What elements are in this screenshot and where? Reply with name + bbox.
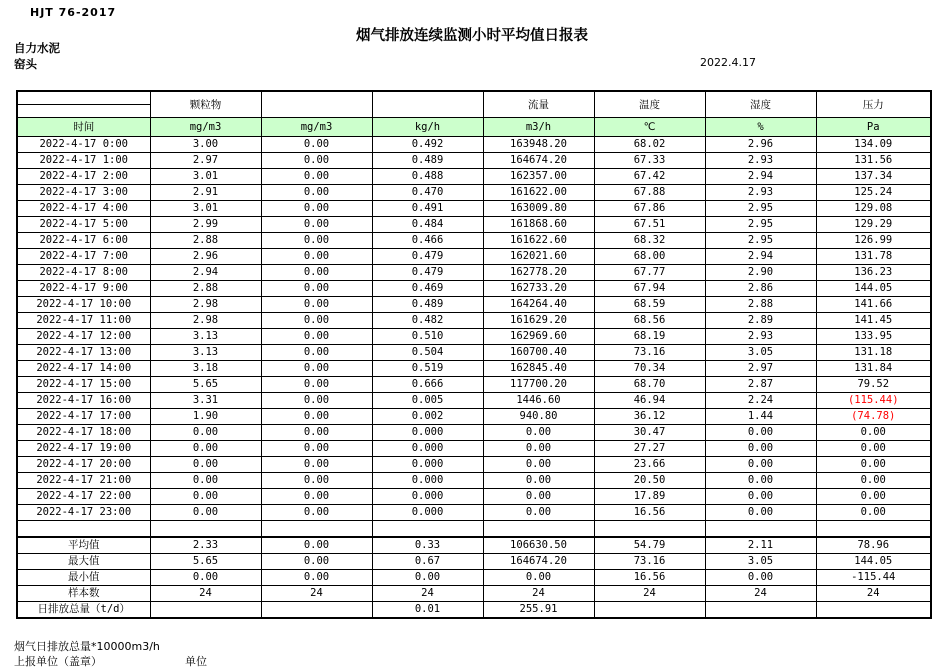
- table-row: [17, 329, 931, 345]
- value-cell: 0.000: [372, 489, 483, 505]
- row-label-cell: 2022-4-17 6:00: [17, 233, 150, 249]
- table-row: [17, 201, 931, 217]
- value-cell: 0.00: [705, 489, 816, 505]
- row-label-cell: 最大值: [17, 554, 150, 570]
- value-cell: 0.00: [150, 473, 261, 489]
- value-cell: 24: [705, 586, 816, 602]
- value-cell: (115.44): [816, 393, 931, 409]
- value-cell: 0.00: [261, 137, 372, 153]
- value-cell: 0.00: [483, 505, 594, 521]
- value-cell: 46.94: [594, 393, 705, 409]
- value-cell: 0.000: [372, 441, 483, 457]
- value-cell: 2.96: [705, 137, 816, 153]
- standard-code: HJT 76-2017: [30, 6, 117, 19]
- value-cell: 125.24: [816, 185, 931, 201]
- value-cell: [261, 602, 372, 619]
- value-cell: 0.488: [372, 169, 483, 185]
- value-cell: 0.00: [816, 489, 931, 505]
- value-cell: 0.000: [372, 457, 483, 473]
- value-cell: 3.05: [705, 345, 816, 361]
- value-cell: 0.00: [705, 570, 816, 586]
- value-cell: 0.00: [816, 505, 931, 521]
- row-label-cell: 最小值: [17, 570, 150, 586]
- value-cell: 0.00: [261, 169, 372, 185]
- row-label-cell: 2022-4-17 22:00: [17, 489, 150, 505]
- row-label-cell: 2022-4-17 16:00: [17, 393, 150, 409]
- value-cell: 0.00: [816, 457, 931, 473]
- value-cell: 131.84: [816, 361, 931, 377]
- unit-mgm3-2: mg/m3: [261, 118, 372, 137]
- value-cell: 129.08: [816, 201, 931, 217]
- value-cell: 0.005: [372, 393, 483, 409]
- value-cell: 117700.20: [483, 377, 594, 393]
- value-cell: 73.16: [594, 345, 705, 361]
- value-cell: 2.93: [705, 153, 816, 169]
- row-label-cell: [17, 521, 150, 538]
- row-label-cell: 2022-4-17 12:00: [17, 329, 150, 345]
- table-row: [17, 377, 931, 393]
- value-cell: 0.00: [483, 570, 594, 586]
- value-cell: 0.00: [261, 329, 372, 345]
- value-cell: 78.96: [816, 537, 931, 554]
- value-cell: 30.47: [594, 425, 705, 441]
- value-cell: 160700.40: [483, 345, 594, 361]
- unit-pa: Pa: [816, 118, 931, 137]
- value-cell: 20.50: [594, 473, 705, 489]
- row-label-cell: 样本数: [17, 586, 150, 602]
- table-row: [17, 137, 931, 153]
- value-cell: 0.666: [372, 377, 483, 393]
- value-cell: 24: [816, 586, 931, 602]
- table-row: [17, 265, 931, 281]
- value-cell: 2.88: [150, 233, 261, 249]
- table-row: [17, 425, 931, 441]
- table-row: [17, 297, 931, 313]
- table-row: [17, 489, 931, 505]
- row-label-cell: 2022-4-17 21:00: [17, 473, 150, 489]
- value-cell: 24: [150, 586, 261, 602]
- value-cell: 2.24: [705, 393, 816, 409]
- value-cell: 0.01: [372, 602, 483, 619]
- value-cell: 161622.60: [483, 233, 594, 249]
- table-row: [17, 473, 931, 489]
- value-cell: 164264.40: [483, 297, 594, 313]
- value-cell: 0.519: [372, 361, 483, 377]
- value-cell: 0.00: [483, 473, 594, 489]
- value-cell: 162969.60: [483, 329, 594, 345]
- value-cell: [705, 521, 816, 538]
- value-cell: 67.51: [594, 217, 705, 233]
- value-cell: 24: [483, 586, 594, 602]
- value-cell: 0.00: [261, 554, 372, 570]
- table-row: [17, 457, 931, 473]
- value-cell: 0.00: [372, 570, 483, 586]
- value-cell: 3.01: [150, 201, 261, 217]
- footer-unit-label: 单位: [185, 655, 207, 668]
- value-cell: 164674.20: [483, 153, 594, 169]
- value-cell: 2.93: [705, 329, 816, 345]
- table-row: [17, 409, 931, 425]
- value-cell: 24: [594, 586, 705, 602]
- value-cell: 0.00: [150, 570, 261, 586]
- unit-celsius: ℃: [594, 118, 705, 137]
- value-cell: 0.479: [372, 265, 483, 281]
- value-cell: 0.00: [261, 313, 372, 329]
- value-cell: 0.00: [261, 377, 372, 393]
- value-cell: 0.00: [483, 425, 594, 441]
- value-cell: 0.00: [261, 217, 372, 233]
- value-cell: 0.489: [372, 153, 483, 169]
- value-cell: 2.88: [705, 297, 816, 313]
- value-cell: 0.002: [372, 409, 483, 425]
- value-cell: 27.27: [594, 441, 705, 457]
- value-cell: 0.00: [261, 393, 372, 409]
- value-cell: 0.466: [372, 233, 483, 249]
- value-cell: 131.78: [816, 249, 931, 265]
- value-cell: 144.05: [816, 554, 931, 570]
- value-cell: 16.56: [594, 505, 705, 521]
- unit-mgm3-1: mg/m3: [150, 118, 261, 137]
- value-cell: 2.94: [705, 169, 816, 185]
- value-cell: 0.00: [705, 457, 816, 473]
- unit-header-row: [17, 118, 931, 137]
- row-label-cell: 2022-4-17 23:00: [17, 505, 150, 521]
- value-cell: 54.79: [594, 537, 705, 554]
- value-cell: 0.00: [261, 457, 372, 473]
- value-cell: 0.510: [372, 329, 483, 345]
- value-cell: 0.00: [705, 505, 816, 521]
- value-cell: 161622.00: [483, 185, 594, 201]
- value-cell: 161629.20: [483, 313, 594, 329]
- value-cell: 162778.20: [483, 265, 594, 281]
- value-cell: 0.00: [705, 425, 816, 441]
- value-cell: 0.491: [372, 201, 483, 217]
- value-cell: 162021.60: [483, 249, 594, 265]
- value-cell: 2.91: [150, 185, 261, 201]
- row-label-cell: 2022-4-17 10:00: [17, 297, 150, 313]
- value-cell: 2.99: [150, 217, 261, 233]
- value-cell: [594, 521, 705, 538]
- value-cell: 0.00: [261, 425, 372, 441]
- value-cell: 5.65: [150, 554, 261, 570]
- value-cell: 0.00: [705, 441, 816, 457]
- value-cell: 126.99: [816, 233, 931, 249]
- row-label-cell: 2022-4-17 14:00: [17, 361, 150, 377]
- value-cell: 255.91: [483, 602, 594, 619]
- value-cell: 68.19: [594, 329, 705, 345]
- value-cell: 16.56: [594, 570, 705, 586]
- value-cell: 106630.50: [483, 537, 594, 554]
- unit-time: 时间: [17, 118, 150, 137]
- col-group-temperature: 温度: [594, 91, 705, 118]
- value-cell: [150, 521, 261, 538]
- table-row: [17, 505, 931, 521]
- value-cell: 0.00: [261, 153, 372, 169]
- table-row: [17, 441, 931, 457]
- value-cell: 0.00: [261, 249, 372, 265]
- row-label-cell: 平均值: [17, 537, 150, 554]
- value-cell: 24: [261, 586, 372, 602]
- table-row: [17, 313, 931, 329]
- row-label-cell: 2022-4-17 5:00: [17, 217, 150, 233]
- value-cell: 68.70: [594, 377, 705, 393]
- value-cell: 0.33: [372, 537, 483, 554]
- value-cell: 3.01: [150, 169, 261, 185]
- value-cell: 0.00: [261, 489, 372, 505]
- value-cell: 23.66: [594, 457, 705, 473]
- table-row: [17, 281, 931, 297]
- col-group-flow: 流量: [483, 91, 594, 118]
- value-cell: 2.98: [150, 313, 261, 329]
- value-cell: 0.00: [150, 457, 261, 473]
- value-cell: 70.34: [594, 361, 705, 377]
- value-cell: 2.89: [705, 313, 816, 329]
- value-cell: [705, 602, 816, 619]
- value-cell: 131.18: [816, 345, 931, 361]
- value-cell: 0.00: [261, 441, 372, 457]
- value-cell: 0.000: [372, 505, 483, 521]
- summary-row: [17, 554, 931, 570]
- value-cell: 0.482: [372, 313, 483, 329]
- value-cell: 73.16: [594, 554, 705, 570]
- value-cell: 0.00: [816, 425, 931, 441]
- value-cell: (74.78): [816, 409, 931, 425]
- value-cell: 0.470: [372, 185, 483, 201]
- value-cell: 3.31: [150, 393, 261, 409]
- value-cell: 67.94: [594, 281, 705, 297]
- value-cell: 0.00: [261, 345, 372, 361]
- row-label-cell: 2022-4-17 17:00: [17, 409, 150, 425]
- value-cell: 0.492: [372, 137, 483, 153]
- value-cell: 1446.60: [483, 393, 594, 409]
- value-cell: 0.00: [816, 441, 931, 457]
- col-group-empty-2: [372, 91, 483, 118]
- value-cell: 0.00: [150, 425, 261, 441]
- table-row: [17, 169, 931, 185]
- value-cell: 162357.00: [483, 169, 594, 185]
- row-label-cell: 2022-4-17 1:00: [17, 153, 150, 169]
- table-row: [17, 345, 931, 361]
- value-cell: 0.67: [372, 554, 483, 570]
- value-cell: [150, 602, 261, 619]
- value-cell: 2.98: [150, 297, 261, 313]
- value-cell: 0.00: [261, 473, 372, 489]
- value-cell: 2.95: [705, 201, 816, 217]
- value-cell: 2.86: [705, 281, 816, 297]
- value-cell: [816, 521, 931, 538]
- value-cell: 2.87: [705, 377, 816, 393]
- row-label-cell: 2022-4-17 13:00: [17, 345, 150, 361]
- value-cell: 68.32: [594, 233, 705, 249]
- value-cell: 0.00: [261, 361, 372, 377]
- value-cell: 0.000: [372, 473, 483, 489]
- value-cell: 68.00: [594, 249, 705, 265]
- value-cell: 36.12: [594, 409, 705, 425]
- table-row: [17, 361, 931, 377]
- value-cell: 0.00: [261, 265, 372, 281]
- value-cell: 68.56: [594, 313, 705, 329]
- value-cell: 163948.20: [483, 137, 594, 153]
- value-cell: 2.33: [150, 537, 261, 554]
- value-cell: 0.00: [150, 489, 261, 505]
- site-name: 窑头: [14, 57, 37, 71]
- value-cell: 2.11: [705, 537, 816, 554]
- value-cell: 0.00: [261, 505, 372, 521]
- row-label-cell: 2022-4-17 11:00: [17, 313, 150, 329]
- row-label-cell: 2022-4-17 19:00: [17, 441, 150, 457]
- value-cell: 141.45: [816, 313, 931, 329]
- value-cell: 2.90: [705, 265, 816, 281]
- value-cell: 0.469: [372, 281, 483, 297]
- col-group-pressure: 压力: [816, 91, 931, 118]
- value-cell: 67.88: [594, 185, 705, 201]
- value-cell: 24: [372, 586, 483, 602]
- value-cell: 3.18: [150, 361, 261, 377]
- row-label-cell: 2022-4-17 7:00: [17, 249, 150, 265]
- value-cell: 0.00: [261, 409, 372, 425]
- value-cell: 0.000: [372, 425, 483, 441]
- value-cell: 0.00: [150, 505, 261, 521]
- row-label-cell: 2022-4-17 3:00: [17, 185, 150, 201]
- row-label-cell: 2022-4-17 9:00: [17, 281, 150, 297]
- value-cell: 0.00: [261, 281, 372, 297]
- row-label-cell: 2022-4-17 0:00: [17, 137, 150, 153]
- value-cell: 67.42: [594, 169, 705, 185]
- value-cell: 68.02: [594, 137, 705, 153]
- value-cell: 0.00: [261, 201, 372, 217]
- row-label-cell: 2022-4-17 18:00: [17, 425, 150, 441]
- value-cell: 2.97: [705, 361, 816, 377]
- header-time-lower-cell: [17, 105, 150, 118]
- row-label-cell: 2022-4-17 15:00: [17, 377, 150, 393]
- value-cell: 0.484: [372, 217, 483, 233]
- value-cell: 163009.80: [483, 201, 594, 217]
- value-cell: 137.34: [816, 169, 931, 185]
- value-cell: 141.66: [816, 297, 931, 313]
- value-cell: 0.00: [261, 537, 372, 554]
- value-cell: 2.94: [705, 249, 816, 265]
- value-cell: 164674.20: [483, 554, 594, 570]
- value-cell: 162845.40: [483, 361, 594, 377]
- value-cell: 1.90: [150, 409, 261, 425]
- table-row: [17, 233, 931, 249]
- value-cell: 0.00: [150, 441, 261, 457]
- report-date: 2022.4.17: [700, 56, 756, 69]
- unit-kgh: kg/h: [372, 118, 483, 137]
- table-row: [17, 185, 931, 201]
- row-label-cell: 2022-4-17 8:00: [17, 265, 150, 281]
- row-label-cell: 2022-4-17 4:00: [17, 201, 150, 217]
- value-cell: 134.09: [816, 137, 931, 153]
- unit-percent: %: [705, 118, 816, 137]
- value-cell: 0.489: [372, 297, 483, 313]
- summary-row: [17, 537, 931, 554]
- value-cell: 133.95: [816, 329, 931, 345]
- monitoring-table: [16, 90, 932, 619]
- value-cell: 3.05: [705, 554, 816, 570]
- value-cell: 0.00: [705, 473, 816, 489]
- row-label-cell: 日排放总量（t/d）: [17, 602, 150, 619]
- summary-row: [17, 586, 931, 602]
- table-row: [17, 393, 931, 409]
- value-cell: 2.96: [150, 249, 261, 265]
- value-cell: 0.479: [372, 249, 483, 265]
- value-cell: 0.00: [483, 457, 594, 473]
- col-group-humidity: 湿度: [705, 91, 816, 118]
- value-cell: 162733.20: [483, 281, 594, 297]
- value-cell: 131.56: [816, 153, 931, 169]
- value-cell: 2.88: [150, 281, 261, 297]
- value-cell: 79.52: [816, 377, 931, 393]
- group-header-row: [17, 91, 931, 105]
- value-cell: 2.94: [150, 265, 261, 281]
- value-cell: 0.00: [261, 297, 372, 313]
- value-cell: [261, 521, 372, 538]
- footer-total-flow-note: 烟气日排放总量*10000m3/h: [14, 640, 160, 653]
- value-cell: [483, 521, 594, 538]
- value-cell: 2.93: [705, 185, 816, 201]
- value-cell: [594, 602, 705, 619]
- value-cell: [372, 521, 483, 538]
- value-cell: 2.97: [150, 153, 261, 169]
- row-label-cell: 2022-4-17 2:00: [17, 169, 150, 185]
- value-cell: 144.05: [816, 281, 931, 297]
- company-name: 自力水泥: [14, 41, 60, 55]
- value-cell: 0.00: [483, 441, 594, 457]
- value-cell: 17.89: [594, 489, 705, 505]
- value-cell: 2.95: [705, 233, 816, 249]
- footer-reporting-unit: 上报单位（盖章）: [14, 655, 102, 668]
- value-cell: 0.00: [261, 185, 372, 201]
- page-title: 烟气排放连续监测小时平均值日报表: [356, 28, 588, 44]
- value-cell: 3.13: [150, 329, 261, 345]
- value-cell: 136.23: [816, 265, 931, 281]
- value-cell: 3.13: [150, 345, 261, 361]
- value-cell: 0.00: [816, 473, 931, 489]
- col-group-particulate: 颗粒物: [150, 91, 261, 118]
- col-group-empty-1: [261, 91, 372, 118]
- summary-row: [17, 602, 931, 619]
- table-row: [17, 217, 931, 233]
- value-cell: 67.86: [594, 201, 705, 217]
- value-cell: [816, 602, 931, 619]
- table-row: [17, 249, 931, 265]
- value-cell: 0.00: [483, 489, 594, 505]
- value-cell: 1.44: [705, 409, 816, 425]
- summary-row: [17, 570, 931, 586]
- value-cell: 0.00: [261, 570, 372, 586]
- value-cell: 67.77: [594, 265, 705, 281]
- table-row: [17, 153, 931, 169]
- value-cell: -115.44: [816, 570, 931, 586]
- value-cell: 0.504: [372, 345, 483, 361]
- value-cell: 68.59: [594, 297, 705, 313]
- row-label-cell: 2022-4-17 20:00: [17, 457, 150, 473]
- value-cell: 129.29: [816, 217, 931, 233]
- spacer-row: [17, 521, 931, 538]
- value-cell: 67.33: [594, 153, 705, 169]
- value-cell: 3.00: [150, 137, 261, 153]
- value-cell: 0.00: [261, 233, 372, 249]
- unit-m3h: m3/h: [483, 118, 594, 137]
- value-cell: 940.80: [483, 409, 594, 425]
- value-cell: 5.65: [150, 377, 261, 393]
- value-cell: 2.95: [705, 217, 816, 233]
- header-time-upper-cell: [17, 91, 150, 105]
- value-cell: 161868.60: [483, 217, 594, 233]
